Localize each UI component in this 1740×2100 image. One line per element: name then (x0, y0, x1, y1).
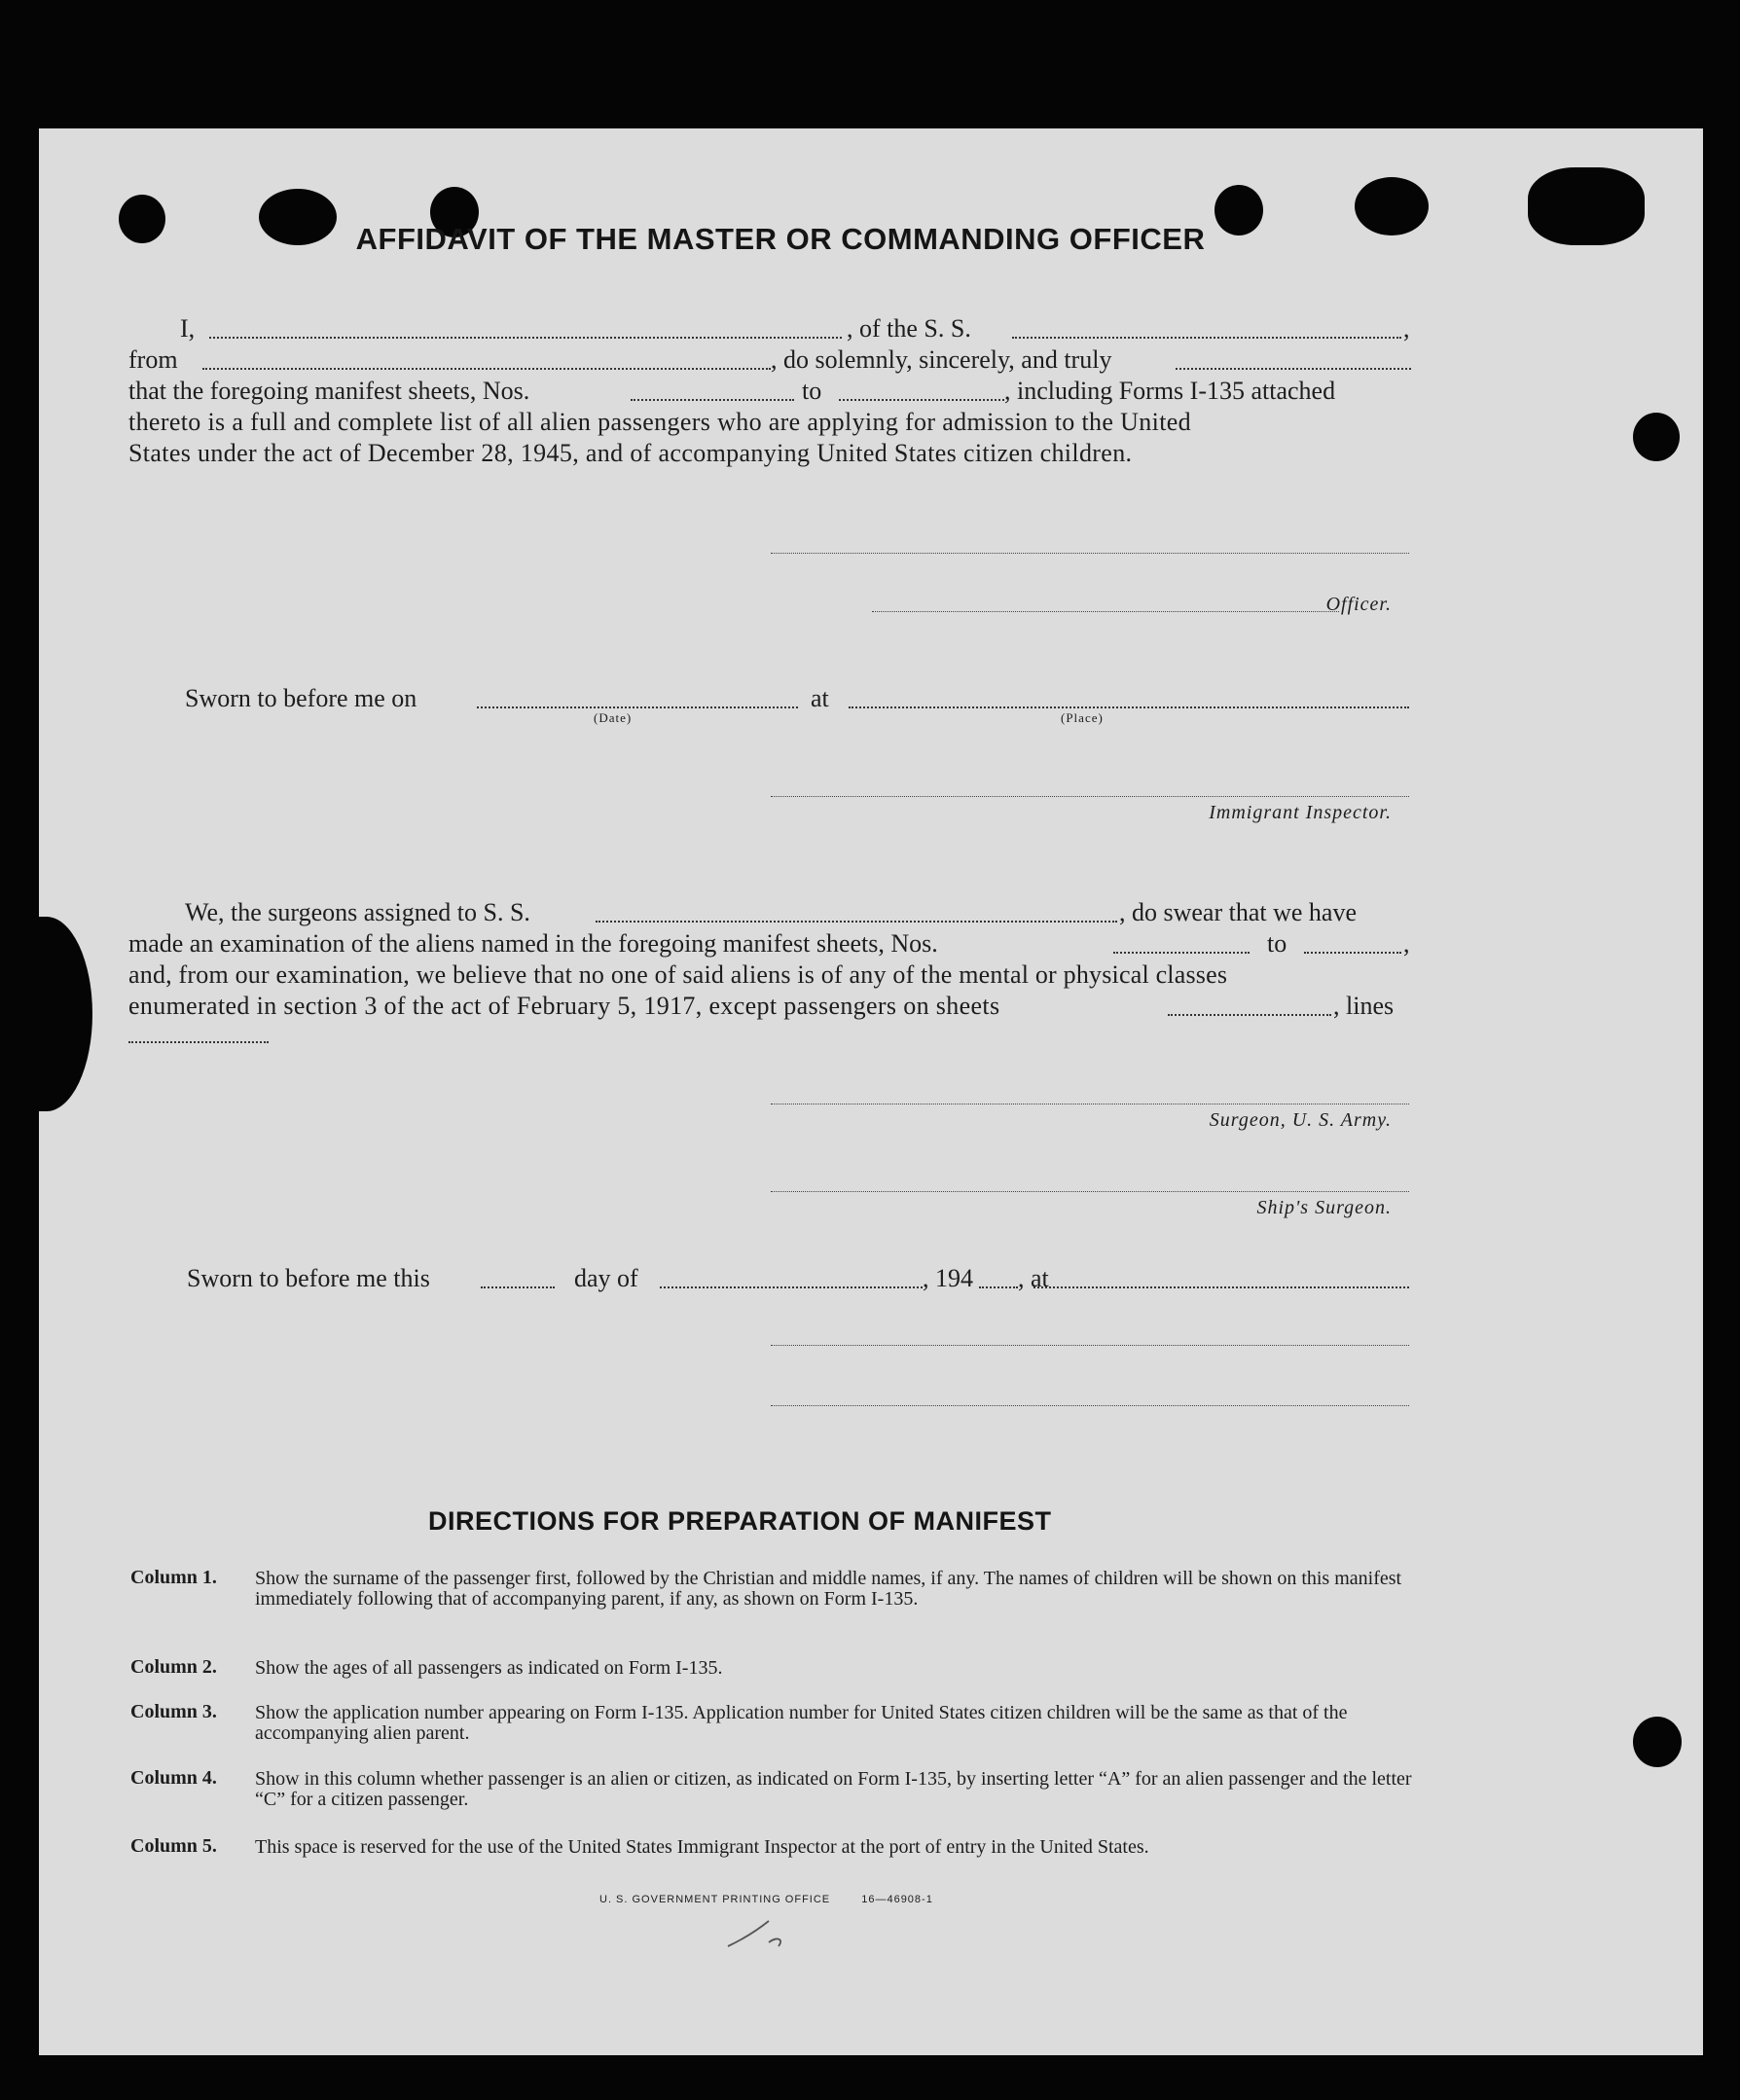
form-page (39, 128, 1703, 2055)
year-label: , 194 (923, 1264, 973, 1292)
punch-hole (1355, 177, 1429, 235)
except-lines-blank[interactable] (128, 1041, 269, 1043)
punch-hole (119, 195, 165, 243)
manifest-sheets-text: that the foregoing manifest sheets, Nos. (128, 377, 530, 405)
column-5-label: Column 5. (130, 1835, 217, 1857)
column-1-label: Column 1. (130, 1567, 217, 1588)
sworn-month-blank[interactable] (660, 1286, 923, 1288)
edge-tear (0, 917, 92, 1111)
from-place-blank[interactable] (202, 368, 771, 370)
punch-hole (1633, 413, 1680, 461)
surgeons-text-3: and, from our examination, we believe that no one of said aliens is of any of the mental or physical classes (128, 960, 1228, 989)
sworn2-at-label: , at (1018, 1264, 1049, 1292)
directions-title: DIRECTIONS FOR PREPARATION OF MANIFEST (428, 1506, 1052, 1536)
inspector-caption: Immigrant Inspector. (1209, 802, 1392, 823)
date-caption: (Date) (594, 710, 633, 725)
column-4-label: Column 4. (130, 1767, 217, 1789)
surgeons-text-1: We, the surgeons assigned to S. S. (185, 898, 530, 926)
affidavit-title: AFFIDAVIT OF THE MASTER OR COMMANDING OFFICER (355, 222, 1206, 256)
column-3-text: Show the application number appearing on Form I-135. Application number for United States citizen children will be the same as that of the accompanying alien parent. (255, 1702, 1348, 1744)
officer-signature-line-2[interactable] (872, 611, 1339, 612)
lines-label: , lines (1333, 992, 1395, 1020)
officer-signature-line[interactable] (771, 553, 1409, 554)
punch-hole (1633, 1717, 1682, 1767)
place-caption: (Place) (1061, 710, 1104, 725)
sworn-year-blank[interactable] (979, 1286, 1018, 1288)
day-of-label: day of (574, 1264, 638, 1292)
army-surgeon-caption: Surgeon, U. S. Army. (1209, 1109, 1392, 1131)
ship-surgeon-signature-line[interactable] (771, 1191, 1409, 1192)
officer-caption: Officer. (1325, 594, 1392, 615)
oath-blank[interactable] (1176, 368, 1411, 370)
sworn-at-label: at (811, 684, 829, 712)
except-sheets-blank[interactable] (1168, 1014, 1331, 1016)
surgeons-text-1b: , do swear that we have (1119, 898, 1358, 926)
column-3-label: Column 3. (130, 1701, 217, 1722)
affidavit-line-5: States under the act of December 28, 1945, and of accompanying United States citizen children. (128, 439, 1133, 467)
surgeons-to-label: to (1267, 929, 1287, 958)
inspector2-title-line[interactable] (771, 1405, 1409, 1406)
column-1-text: Show the surname of the passenger first, followed by the Christian and middle names, if any. The names of children will be shown on this manifest immediately following that of accompanying parent, if any, as shown on Form I-135. (255, 1568, 1402, 1610)
column-2-text: Show the ages of all passengers as indicated on Form I-135. (255, 1657, 723, 1679)
ship-surgeon-caption: Ship's Surgeon. (1256, 1197, 1392, 1218)
surgeons-text-4: enumerated in section 3 of the act of February 5, 1917, except passengers on sheets (128, 992, 1000, 1020)
sworn-on-text: Sworn to before me on (185, 684, 417, 712)
name-blank[interactable] (209, 337, 842, 339)
inspector-signature-line[interactable] (771, 796, 1409, 797)
sworn-date-blank[interactable] (477, 706, 798, 708)
of-ss-label: , of the S. S. (847, 314, 971, 343)
ship-name-blank[interactable] (1012, 337, 1401, 339)
edge-notch (1528, 167, 1645, 245)
surgeons-text-2: made an examination of the aliens named in the foregoing manifest sheets, Nos. (128, 929, 938, 958)
solemnly-text: , do solemnly, sincerely, and truly (771, 345, 1112, 374)
column-4-text: Show in this column whether passenger is an alien or citizen, as indicated on Form I-135, by inserting letter “A” for an alien passenger and the letter “C” for a citizen passenger. (255, 1768, 1412, 1810)
inspector2-signature-line[interactable] (771, 1345, 1409, 1346)
forms-attached-text: , including Forms I-135 attached (1004, 377, 1336, 405)
sworn-place-blank[interactable] (849, 706, 1409, 708)
surgeons-line-2-end: , (1403, 929, 1410, 958)
affidavit-line-1: I, (180, 314, 196, 343)
line-end-comma: , (1403, 314, 1410, 343)
surgeon-ship-blank[interactable] (596, 921, 1117, 923)
affidavit-line-4: thereto is a full and complete list of all alien passengers who are applying for admission to the United (128, 408, 1192, 436)
sworn2-place-blank[interactable] (1033, 1286, 1409, 1288)
surgeon-sheet-from-blank[interactable] (1113, 952, 1250, 954)
from-label: from (128, 345, 178, 374)
sworn-day-blank[interactable] (481, 1286, 555, 1288)
pencil-mark (720, 1917, 788, 1956)
sworn-this-text: Sworn to before me this (187, 1264, 430, 1292)
column-5-text: This space is reserved for the use of the United States Immigrant Inspector at the port of entry in the United States. (255, 1836, 1149, 1858)
sheet-to-blank[interactable] (839, 399, 1004, 401)
surgeon-sheet-to-blank[interactable] (1304, 952, 1401, 954)
column-2-label: Column 2. (130, 1656, 217, 1678)
sheet-from-blank[interactable] (631, 399, 794, 401)
to-label: to (802, 377, 822, 405)
printer-imprint: U. S. GOVERNMENT PRINTING OFFICE 16—46908-1 (599, 1894, 933, 1905)
